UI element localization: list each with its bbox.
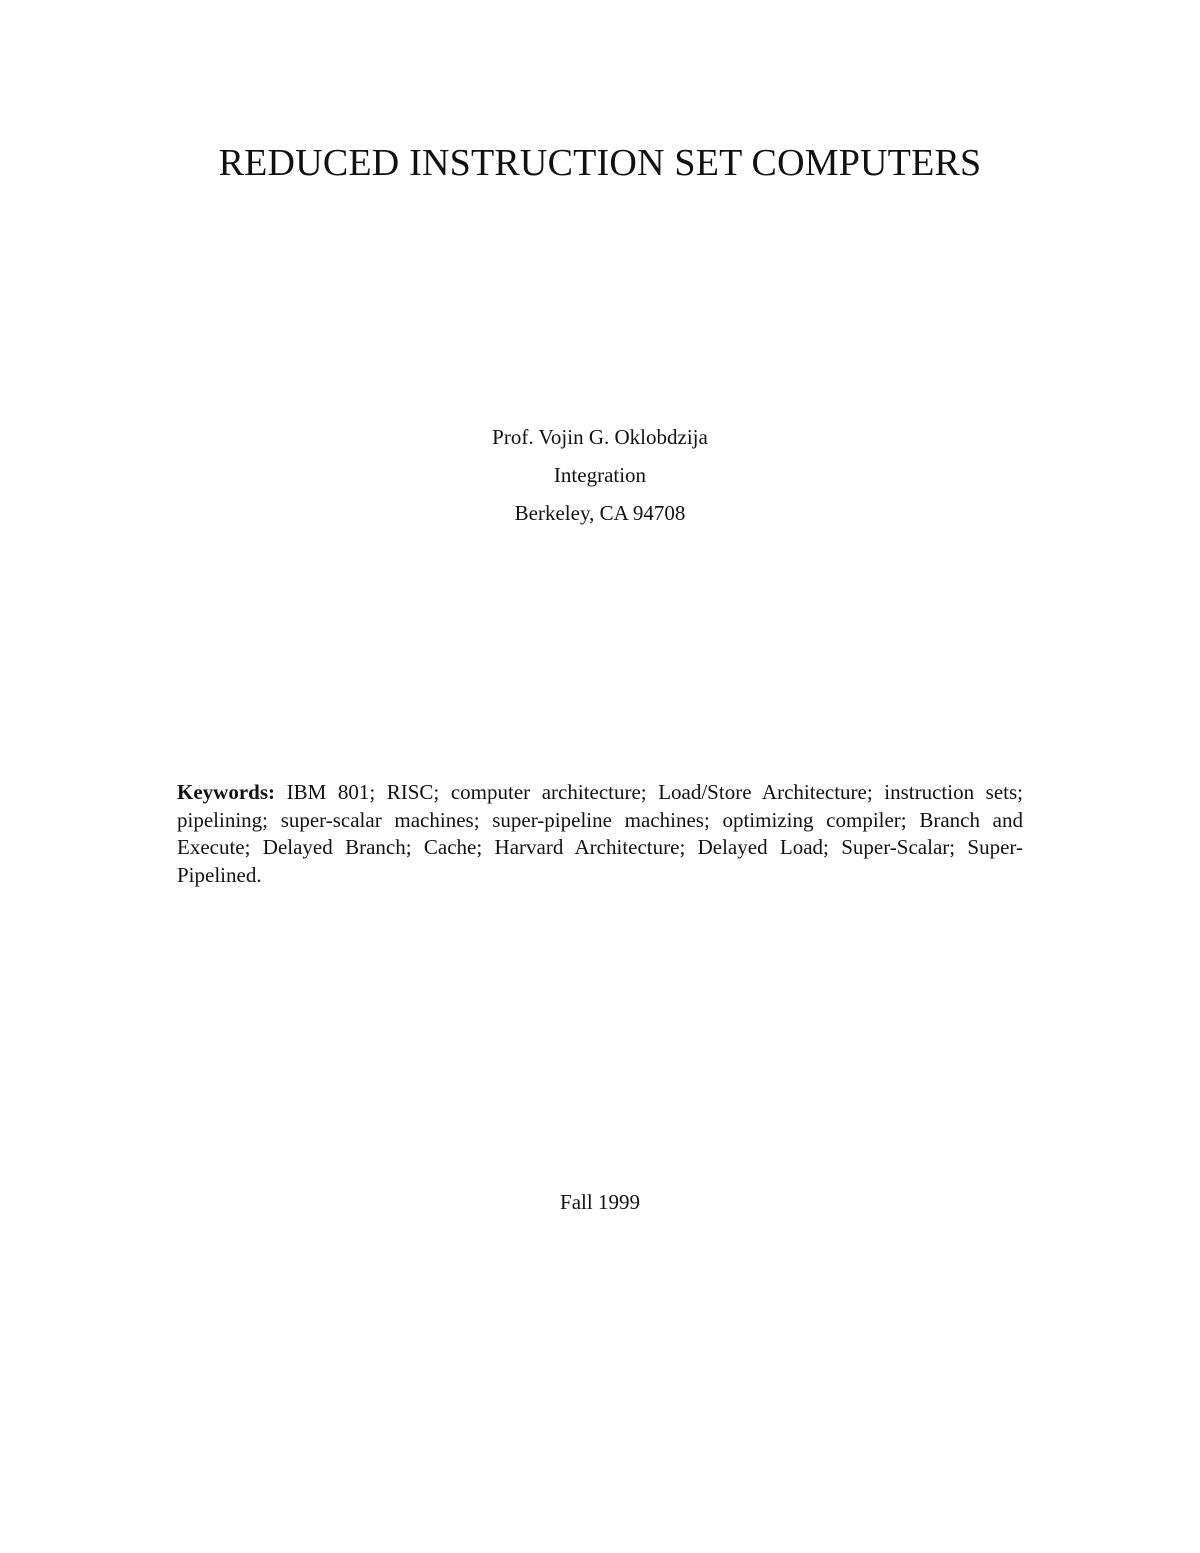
keywords-text: IBM 801; RISC; computer architecture; Load/Store Architecture; instruction sets; pipelining; super-scalar machines; super-pipeline machines; optimizing compiler; Branch and Execute; Delayed Branch; Cache; Harvard Architecture; Delayed Load; Super-Scalar; Super-Pipelined. (177, 780, 1024, 887)
author-name: Prof. Vojin G. Oklobdzija (492, 425, 708, 449)
author-location: Berkeley, CA 94708 (514, 501, 686, 525)
document-date: Fall 1999 (560, 1190, 640, 1214)
author-block (0, 418, 1200, 532)
document-title: REDUCED INSTRUCTION SET COMPUTERS (218, 142, 982, 184)
keywords-label: Keywords: (177, 780, 275, 804)
keywords-paragraph (177, 779, 1023, 889)
author-affiliation: Integration (553, 463, 647, 487)
